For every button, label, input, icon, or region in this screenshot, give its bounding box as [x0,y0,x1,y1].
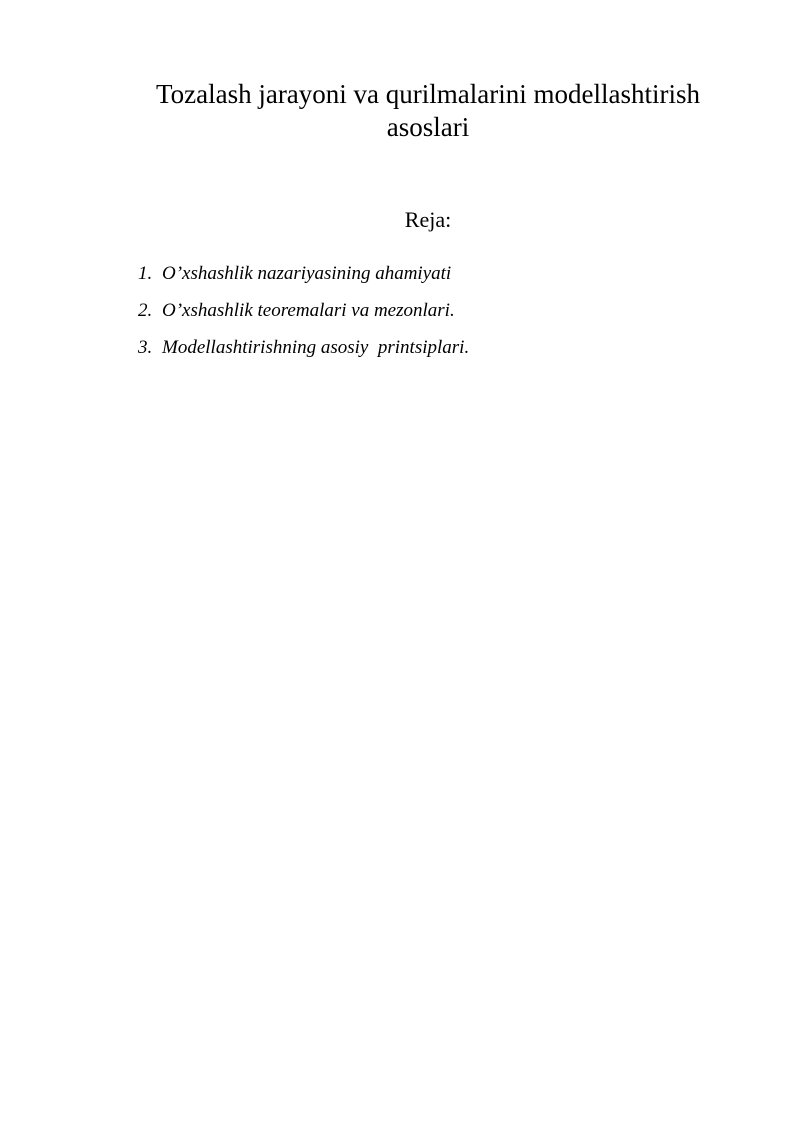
plan-item-number: 3. [138,337,153,358]
plan-item-text: Modellashtirishning asosiy printsiplari. [162,337,470,358]
plan-heading: Reja: [404,207,452,232]
plan-item [138,262,469,286]
plan-item [138,336,469,360]
plan-item-text: O’xshashlik teoremalari va mezonlari. [162,300,455,321]
plan-item [138,299,469,323]
plan-item-number: 2. [138,300,153,321]
document-title: Tozalash jarayoni va qurilmalarini modellashtirish asoslari [156,79,700,142]
plan-list [138,262,469,373]
plan-item-number: 1. [138,263,153,284]
plan-item-text: O’xshashlik nazariyasining ahamiyati [162,263,452,284]
